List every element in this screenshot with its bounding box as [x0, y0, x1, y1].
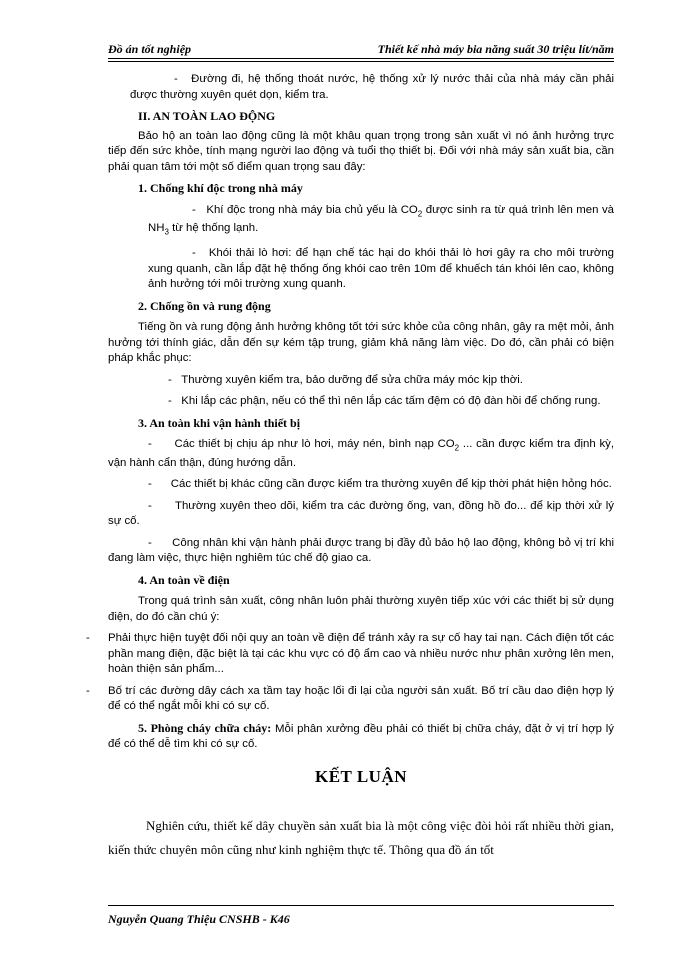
s4-item1: - Phải thực hiện tuyệt đối nội quy an toàn về điện để tránh xảy ra sự cố hay tai nạn. Cách điện tốt các phần mang điện, đặc biệt là tại các khu vực có độ ẩm cao và nhiều nước như phân xưởng lên men, hoàn thiện sản phẩm...	[86, 632, 614, 676]
header-rule	[108, 58, 614, 59]
dash-marker: -	[148, 438, 152, 451]
page-footer: Nguyễn Quang Thiệu CNSHB - K46	[108, 912, 290, 926]
s2-item1: - Thường xuyên kiểm tra, bảo dưỡng để sửa chữa máy móc kịp thời.	[168, 373, 523, 386]
header-left: Đồ án tốt nghiệp	[108, 42, 192, 56]
header-right: Thiết kế nhà máy bia năng suất 30 triệu lít/năm	[377, 42, 614, 56]
s3-title: 3. An toàn khi vận hành thiết bị	[138, 415, 301, 430]
s1-title: 1. Chống khí độc trong nhà máy	[138, 181, 303, 195]
page-body	[86, 72, 615, 862]
s1-item1: - Khí độc trong nhà máy bia chủ yếu là $CO_2$ được sinh ra từ quá trình lên men và $NH_3$ từ hệ thống lạnh.	[148, 203, 614, 237]
s5-paragraph: 5. Phòng cháy chữa cháy: Mỗi phân xưởng đều phải có thiết bị chữa cháy, đặt ở vị trí hợp lý để có thể dễ tìm khi có sự cố.	[108, 720, 614, 751]
s4-title: 4. An toàn về điện	[138, 572, 230, 587]
dash-marker: -	[148, 536, 152, 549]
dash-marker: -	[174, 73, 178, 85]
s3-item4: - Công nhân khi vận hành phải được trang bị đầy đủ bảo hộ lao động, không bỏ vị trí khi đang làm việc, thực hiện nghiêm túc chế độ giao ca.	[108, 536, 615, 565]
conclusion-title: KẾT LUẬN	[314, 766, 407, 786]
s3-item2: - Các thiết bị khác cũng cần được kiểm tra thường xuyên để kịp thời phát hiện hỏng hóc.	[148, 478, 612, 491]
dash-marker: -	[148, 499, 152, 512]
dash-marker: -	[192, 203, 196, 216]
header-rule-thin	[108, 61, 614, 62]
intro-item: - Đường đi, hệ thống thoát nước, hệ thống xử lý nước thải của nhà máy cần phải được thường xuyên quét dọn, kiểm tra.	[130, 73, 614, 101]
section-ii-title: II. AN TOÀN LAO ĐỘNG	[138, 109, 276, 123]
s1-item2: - Khói thải lò hơi: để hạn chế tác hại do khói thải lò hơi gây ra cho môi trường xung quanh, cần lắp đặt hệ thống ống khói cao trên 10m để khuếch tán khói lên cao, không ảnh hưởng tới môi trường xung quanh.	[148, 247, 614, 291]
s2-item2: - Khi lắp các phận, nếu có thể thì nên lắp các tấm đệm có độ đàn hồi để chống rung.	[168, 395, 601, 408]
s3-item1: - Các thiết bị chịu áp như lò hơi, máy nén, bình nạp $CO_2$ ... cần được kiểm tra định kỳ, vận hành cẩn thận, đúng hướng dẫn.	[108, 438, 614, 469]
s2-title: 2. Chống ồn và rung động	[138, 298, 271, 313]
dash-marker: -	[168, 395, 172, 408]
dash-marker: -	[86, 684, 90, 697]
s5-title: 5. Phòng cháy chữa cháy:	[138, 720, 272, 735]
dash-marker: -	[192, 247, 196, 260]
s2-intro: Tiếng ồn và rung động ảnh hưởng không tốt tới sức khỏe của công nhân, gây ra mệt mỏi, ảnh hưởng tới thính giác, dẫn đến sự kém tập trung, giảm khả năng làm việc. Do đó, cần phải có biện pháp khắc phục:	[108, 321, 614, 365]
s4-intro: Trong quá trình sản xuất, công nhân luôn phải thường xuyên tiếp xúc với các thiết bị sử dụng điện, do đó cần chú ý:	[108, 595, 614, 623]
section-ii-intro: Bảo hộ an toàn lao động cũng là một khâu quan trọng trong sản xuất vì nó ảnh hưởng trực tiếp đến sức khỏe, tính mạng người lao động và tuổi thọ thiết bị. Đối với nhà máy sản xuất bia, cần phải quan tâm tới một số điểm quan trọng sau đây:	[108, 129, 614, 173]
dash-marker: -	[86, 632, 90, 645]
footer-rule	[108, 905, 614, 906]
page-header	[108, 40, 614, 58]
conclusion-text: Nghiên cứu, thiết kế dây chuyền sản xuất bia là một công việc đòi hỏi rất nhiều thời gian, kiến thức chuyên môn cũng như kinh nghiệm thực tế. Thông qua đồ án tốt	[108, 818, 614, 858]
s4-item2: - Bố trí các đường dây cách xa tầm tay hoặc lối đi lại của người sản xuất. Bố trí cầu dao điện hợp lý để có thể ngắt mỗi khi có sự cố.	[86, 684, 614, 713]
dash-marker: -	[168, 373, 172, 386]
dash-marker: -	[148, 478, 152, 491]
s3-item3: - Thường xuyên theo dõi, kiểm tra các đường ống, van, đồng hồ đo... để kịp thời xử lý sự cố.	[108, 499, 614, 528]
